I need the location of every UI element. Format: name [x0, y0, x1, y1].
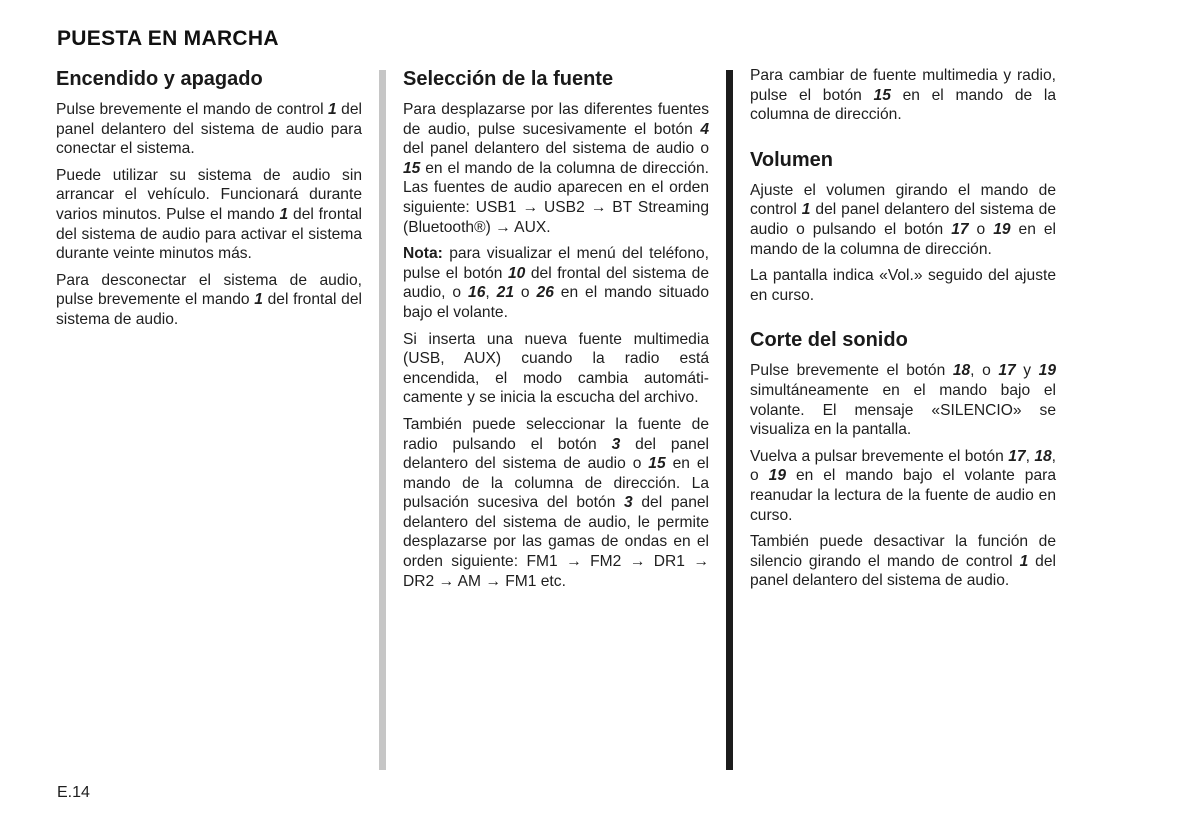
control-number: 10 [508, 264, 526, 282]
column-volumen-corte [750, 66, 1056, 598]
control-number: 15 [648, 455, 666, 473]
control-number: 3 [624, 494, 633, 512]
control-number: 4 [700, 120, 709, 138]
paragraph: Ajuste el volumen girando el mando de control 1 del panel delantero del sistema de audio o pulsando el botón 17 o 19 en el mando de la columna de dirección. [750, 181, 1056, 258]
paragraph: Para cambiar de fuente multimedia y radio, pulse el botón 15 en el mando de la columna de dirección. [750, 67, 1057, 124]
note-paragraph: Nota: para visualizar el menú del teléfono, pulse el botón 10 del frontal del sistema de audio, o 16, 21 o 26 en el mando situado bajo el volante. [403, 245, 710, 321]
page-number: E.14 [57, 784, 90, 801]
control-number: 1 [279, 205, 289, 223]
control-number: 3 [611, 435, 621, 453]
control-number: 1 [328, 101, 337, 118]
heading-seleccion-fuente: Selección de la fuente [403, 68, 614, 90]
control-number: 17 [951, 220, 969, 238]
control-number: 17 [998, 362, 1016, 380]
page-title: PUESTA EN MARCHA [57, 27, 279, 50]
control-number: 15 [403, 159, 421, 177]
paragraph: Si inserta una nueva fuente multimedia (USB, AUX) cuando la radio está encendida, el modo cambia automáticamente y se inicia la escucha del archivo. [403, 330, 709, 407]
control-number: 19 [1038, 362, 1056, 380]
paragraph: Pulse brevemente el mando de control 1 del panel delantero del sistema de audio para conectar el sistema. [56, 101, 362, 158]
paragraph: También puede desactivar la función de silencio girando el mando de control 1 del panel delantero del sistema de audio. [750, 533, 1056, 590]
column-seleccion-fuente [403, 66, 709, 598]
control-number: 26 [536, 284, 554, 302]
control-number: 21 [496, 284, 514, 302]
heading-volumen: Volumen [750, 148, 833, 171]
column-divider-dark [726, 70, 733, 770]
control-number: 19 [768, 467, 786, 485]
control-number: 1 [254, 291, 263, 309]
control-number: 15 [873, 86, 891, 104]
column-encendido [56, 66, 362, 337]
control-number: 16 [468, 284, 486, 302]
column-divider-light [379, 70, 386, 770]
paragraph: Para desplazarse por las diferentes fuentes de audio, pulse sucesivamente el botón 4 del panel delantero del sistema de audio o 15 en el mando de la columna de dirección. Las fuentes de audio aparecen en el orden siguiente: USB1 → USB2 → BT Streaming (Bluetooth®) → AUX. [403, 101, 709, 236]
control-number: 1 [801, 201, 811, 219]
control-number: 18 [952, 362, 971, 380]
paragraph: La pantalla indica «Vol.» seguido del ajuste en curso. [750, 267, 1056, 304]
paragraph: Pulse brevemente el botón 18, o 17 y 19 simultáneamente en el mando bajo el volante. El mensaje «SILENCIO» se visualiza en la pantalla. [750, 362, 1056, 439]
heading-corte-sonido: Corte del sonido [750, 329, 908, 352]
heading-encendido: Encendido y apagado [56, 68, 263, 90]
paragraph: Para desconectar el sistema de audio, pulse brevemente el mando 1 del frontal del sistema de audio. [56, 271, 362, 328]
note-label: Nota: [403, 245, 443, 263]
control-number: 17 [1008, 447, 1026, 465]
control-number: 19 [993, 220, 1011, 238]
paragraph: También puede seleccionar la fuente de radio pulsando el botón 3 del panel delantero del sistema de audio o 15 en el mando de la columna de dirección. La pulsación sucesiva del botón 3 del panel delantero del sistema de audio, le permite desplazarse por las gamas de ondas en el orden siguiente: FM1 → FM2 → DR1 → DR2 → AM → FM1 etc. [403, 415, 709, 590]
paragraph: Vuelva a pulsar brevemente el botón 17, 18, o 19 en el mando bajo el volante para reanudar la lectura de la fuente de audio en curso. [750, 447, 1057, 524]
control-number: 18 [1034, 447, 1052, 465]
paragraph: Puede utilizar su sistema de audio sin arrancar el vehículo. Funcionará durante varios minutos. Pulse el mando 1 del frontal del sistema de audio para activar el sistema durante veinte minutos más. [56, 166, 362, 263]
control-number: 1 [1019, 552, 1029, 570]
